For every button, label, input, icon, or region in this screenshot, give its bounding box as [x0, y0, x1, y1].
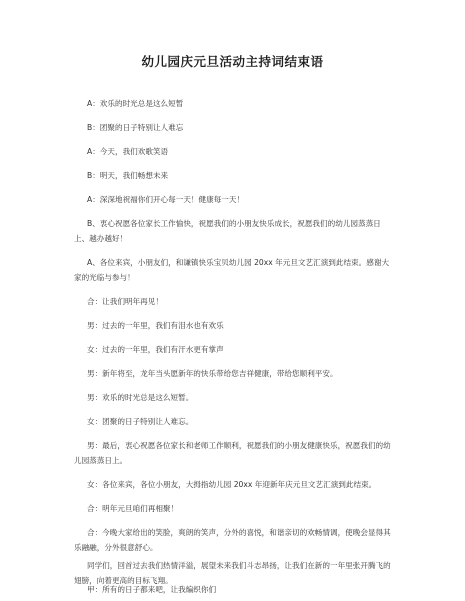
paragraph: A、各位来宾，小朋友们，和谦镇快乐宝贝幼儿园 20xx 年元旦文艺汇演到此结束。感谢大家的光临与参与！ — [74, 258, 390, 282]
paragraph: B：团聚的日子特别让人难忘 — [87, 123, 184, 132]
paragraph: 男：过去的一年里，我们有泪水也有欢乐 — [87, 321, 224, 330]
paragraph: B、衷心祝愿各位家长工作愉快，祝愿我们的小朋友快乐成长，祝愿我们的幼儿园蒸蒸日上、越办越好！ — [74, 219, 381, 243]
paragraph: 男：最后，衷心祝愿各位家长和老师工作顺利，祝愿我们的小朋友健康快乐，祝愿我们的幼儿园蒸蒸日上。 — [74, 441, 391, 465]
paragraph: 同学们，回首过去我们热情洋溢，展望未来我们斗志昂扬，让我们在新的一年里张开腾飞的翅膀，向着更高的目标飞翔。 — [74, 561, 391, 585]
paragraph: 女：过去的一年里，我们有汗水更有掌声 — [87, 345, 224, 354]
paragraph: 甲：所有的日子都来吧，让我编织你们 — [87, 585, 217, 594]
paragraph: A：深深地祝福你们开心每一天！健康每一天！ — [87, 195, 245, 204]
paragraph: B：明天，我们畅想未来 — [87, 171, 169, 180]
paragraph: 合：今晚大家给出的笑脸，爽朗的笑声，分外的喜悦，和谐亲切的欢畅情调，使晚会显得其乐融融，分外很意舒心。 — [74, 528, 391, 552]
paragraph: 男：欢乐的时光总是这么短暂。 — [87, 393, 194, 402]
paragraph: 女：团聚的日子特别让人难忘。 — [87, 417, 194, 426]
paragraph: A：今天，我们欢歌笑语 — [87, 147, 169, 156]
document-title: 幼儿园庆元旦活动主持词结束语 — [141, 54, 324, 69]
paragraph: 合：让我们明年再见！ — [87, 297, 163, 306]
paragraph: 合：明年元旦咱们再相聚！ — [87, 504, 179, 513]
paragraph: A：欢乐的时光总是这么短暂 — [87, 99, 184, 108]
paragraph: 女：各位来宾，各位小朋友，大拇指幼儿园 20xx 年迎新年庆元旦文艺汇演到此结束。 — [87, 480, 377, 489]
paragraph: 男：新年将至，龙年当头愿新年的快乐带给您吉祥健康，带给您顺利平安。 — [87, 369, 338, 378]
